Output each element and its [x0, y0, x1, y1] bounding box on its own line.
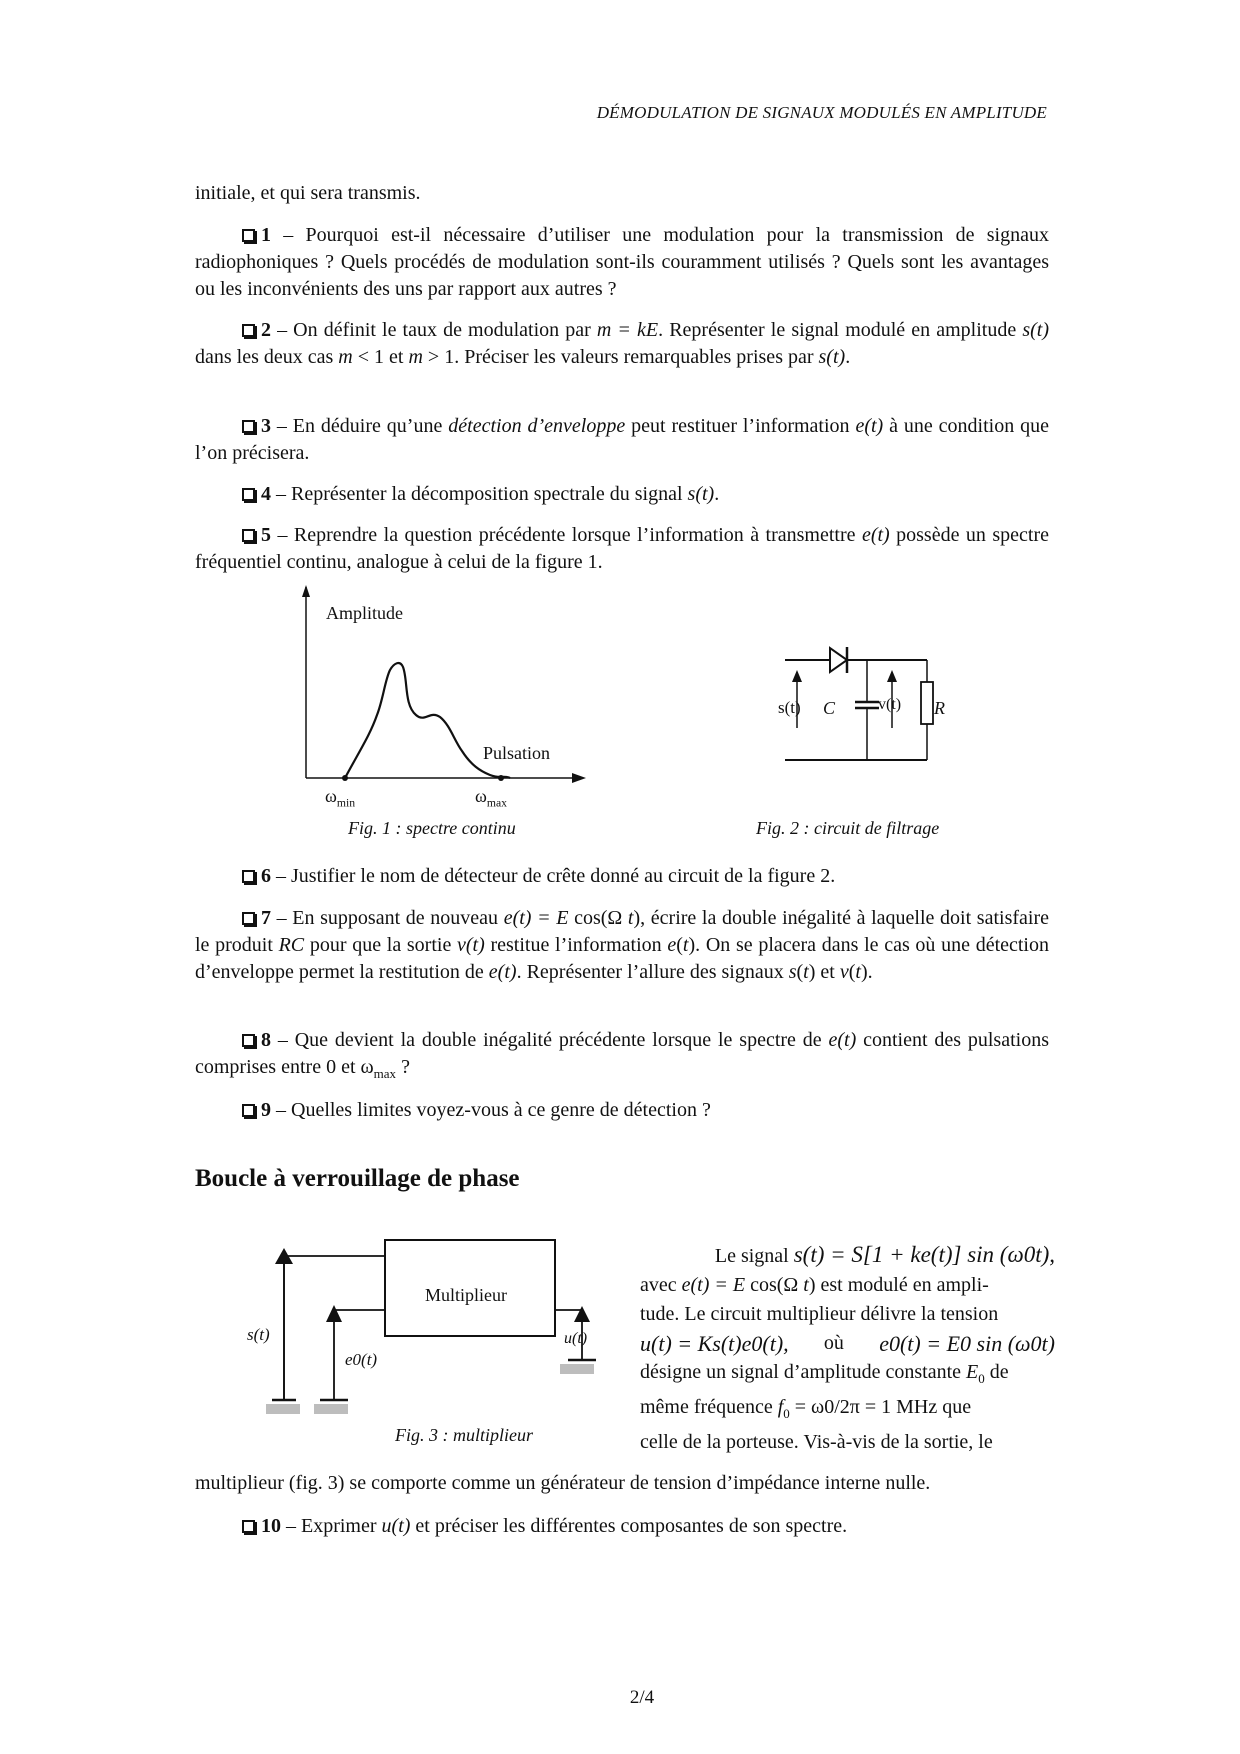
line-3: tude. Le circuit multiplieur délivre la tension — [640, 1303, 999, 1325]
diode-icon — [830, 648, 847, 672]
question-text: – Justifier le nom de détecteur de crête donné au circuit de la figure 2. — [271, 865, 836, 887]
question-number: 2 — [261, 319, 271, 341]
math: m — [408, 346, 423, 368]
text: . — [714, 483, 720, 505]
text: dans les deux cas — [195, 346, 339, 368]
fig2-v-label: v(t) — [878, 696, 902, 713]
line-signal: Le signal s(t) = S[1 + ke(t)] sin (ω0t), — [714, 1242, 1055, 1267]
question-number: 10 — [261, 1515, 281, 1537]
question-7: 7 – En supposant de nouveau e(t) = E cos(Ω t), écrire la double inégalité à laquelle doit satisfaire le produit RC pour que la sortie v(t) restitue l’information e(t). On se placera dans le cas où une détection d’enveloppe permet la restitution de e(t). Représenter l’allure des signaux s(t) et v(t). — [195, 907, 1049, 983]
question-1 — [195, 222, 1049, 303]
checkbox-icon — [242, 870, 255, 883]
question-4 — [195, 481, 1049, 508]
checkbox-icon — [242, 1104, 255, 1117]
multiplier-description-end: multiplieur (fig. 3) se comporte comme un générateur de tension d’impédance interne nulle. — [195, 1472, 931, 1494]
equation-signal: s(t) = S[1 + ke(t)] sin (ω0t), — [793, 1242, 1055, 1267]
fig3-e0-label: e0(t) — [345, 1350, 378, 1369]
text: possède un spectre fréquentiel continu, analogue à celui de la figure 1. — [195, 524, 1049, 573]
text: – Reprendre la question précédente lorsque l’information à transmettre — [271, 524, 862, 546]
line-4: u(t) = Ks(t)e0(t), où e0(t) = E0 sin (ω0t) — [640, 1331, 1055, 1356]
page-number: 2/4 — [629, 1687, 655, 1708]
fig2-r-label: R — [934, 698, 945, 718]
question-9 — [195, 1097, 1049, 1124]
line-7: celle de la porteuse. Vis-à-vis de la sortie, le — [640, 1431, 993, 1453]
fig1-caption: Fig. 1 : spectre continu — [348, 818, 516, 838]
paragraph-intro: initiale, et qui sera transmis. — [195, 182, 421, 204]
text: . — [845, 346, 851, 368]
checkbox-icon — [242, 1520, 255, 1533]
fig3-u-label: u(t) — [564, 1330, 588, 1347]
text: à une condition que l’on précisera. — [195, 415, 1050, 464]
wmax-point — [498, 775, 504, 781]
checkbox-icon — [242, 229, 255, 242]
emphasis: détection d’enveloppe — [448, 415, 626, 437]
question-text: – Quelles limites voyez-vous à ce genre de détection ? — [271, 1099, 711, 1121]
math: s(t) — [1022, 319, 1049, 341]
question-number: 3 — [261, 415, 271, 437]
question-number: 5 — [261, 524, 271, 546]
fig1-ylabel: Amplitude — [326, 603, 403, 623]
s-ground-icon — [266, 1404, 300, 1414]
fig2-caption: Fig. 2 : circuit de filtrage — [756, 818, 940, 838]
s-arrow-head — [792, 670, 802, 682]
question-text: – Pourquoi est-il nécessaire d’utiliser une modulation pour la transmission de signaux radiophoniques ? Quels procédés de modulation sont-ils couramment utilisés ? Quels sont les avantages ou les inconvénients des uns par rapport aux autres ? — [195, 224, 1049, 300]
line-5: désigne un signal d’amplitude constante $E_0$ de — [640, 1361, 1009, 1386]
math: m = kE — [596, 319, 659, 341]
checkbox-icon — [242, 529, 255, 542]
fig1-wmax-label: $\omega_{max}$ — [475, 786, 507, 810]
multiplier-description — [640, 1240, 1055, 1457]
e0-arrow-head — [326, 1305, 342, 1322]
equation-e0: e0(t) = E0 sin (ω0t) — [879, 1331, 1055, 1356]
question-number: 8 — [261, 1029, 271, 1051]
text: – Représenter la décomposition spectrale du signal — [271, 483, 688, 505]
equation-u: u(t) = Ks(t)e0(t), — [640, 1331, 789, 1356]
fig2-s-label: s(t) — [778, 698, 801, 717]
fig3-caption: Fig. 3 : multiplieur — [395, 1425, 533, 1445]
math: e(t) — [855, 415, 884, 437]
resistor-icon — [921, 682, 933, 724]
line-6: même fréquence $f_0 = \omega 0/2\pi = 1$ MHz que — [640, 1396, 972, 1421]
math: e(t) — [861, 524, 890, 546]
running-header: DÉMODULATION DE SIGNAUX MODULÉS EN AMPLITUDE — [596, 103, 1047, 122]
text: – On définit le taux de modulation par — [271, 319, 597, 341]
question-2 — [195, 317, 1049, 371]
wmin-point — [342, 775, 348, 781]
question-number: 6 — [261, 865, 271, 887]
checkbox-icon — [242, 420, 255, 433]
math: s(t) — [818, 346, 846, 368]
figure-2-circuit — [775, 640, 950, 770]
question-number: 1 — [261, 224, 271, 246]
text: peut restituer l’information — [625, 415, 856, 437]
text: < 1 et — [352, 346, 409, 368]
fig2-c-label: C — [823, 698, 836, 718]
u-ground-icon — [560, 1364, 594, 1374]
checkbox-icon — [242, 324, 255, 337]
text: . Représenter le signal modulé en amplitude — [658, 319, 1023, 341]
math: s(t) — [687, 483, 715, 505]
fig3-s-label: s(t) — [247, 1325, 270, 1344]
checkbox-icon — [242, 912, 255, 925]
question-10: 10 – Exprimer u(t) et préciser les différentes composantes de son spectre. — [195, 1513, 1049, 1540]
fig1-wmin-label: $\omega_{min}$ — [325, 786, 356, 810]
text: > 1. Préciser les valeurs remarquables prises par — [422, 346, 819, 368]
figure-3-multiplier — [260, 1230, 620, 1415]
v-arrow-head — [887, 670, 897, 682]
question-number: 4 — [261, 483, 271, 505]
math: m — [338, 346, 353, 368]
question-8: 8 – Que devient la double inégalité précédente lorsque le spectre de e(t) contient des pulsations comprises entre 0 et $\omega_{max}$ ? — [195, 1029, 1049, 1081]
question-number: 9 — [261, 1099, 271, 1121]
u-arrow-head — [574, 1306, 590, 1322]
x-axis-arrow — [572, 773, 586, 783]
text: – En déduire qu’une — [271, 415, 449, 437]
line-2: avec e(t) = E cos(Ω t) est modulé en ampli- — [640, 1274, 989, 1296]
checkbox-icon — [242, 488, 255, 501]
question-3 — [195, 413, 1049, 467]
y-axis-arrow — [302, 585, 310, 597]
question-5 — [195, 522, 1049, 576]
fig3-block-label: Multiplieur — [425, 1285, 507, 1305]
checkbox-icon — [242, 1034, 255, 1047]
section-title: Boucle à verrouillage de phase — [195, 1165, 520, 1192]
e0-ground-icon — [314, 1404, 348, 1414]
question-6 — [195, 863, 1049, 890]
question-number: 7 — [261, 907, 271, 929]
fig1-xlabel: Pulsation — [483, 743, 551, 763]
